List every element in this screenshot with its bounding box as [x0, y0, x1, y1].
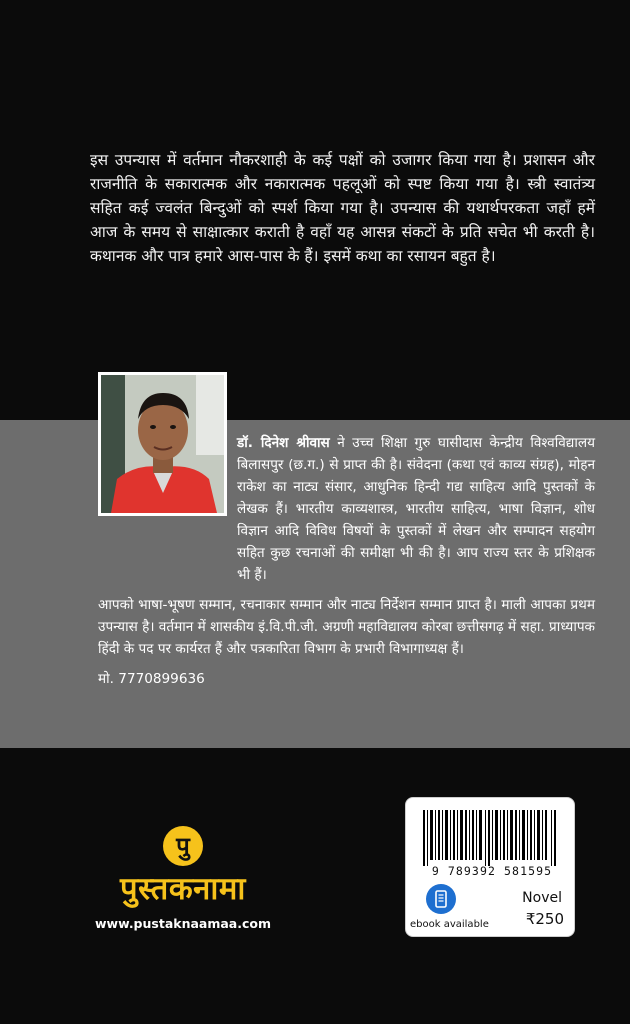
author-bio [98, 432, 595, 690]
genre-label: Novel [522, 890, 562, 906]
publisher-url: www.pustaknaamaa.com [94, 916, 272, 931]
ebook-tablet-icon [426, 884, 456, 914]
author-bio-intro-text: ने उच्च शिक्षा गुरु घासीदास केन्द्रीय विश्वविद्यालय बिलासपुर (छ.ग.) से प्राप्त की है। संवेदना (कथा एवं काव्य संग्रह), मोहन राकेश का नाट्य संसार, आधुनिक हिन्दी गद्य साहित्य आदि पुस्तकों के लेखक हैं। भारतीय काव्यशास्त्र, भारतीय साहित्य, भाषा विज्ञान, शोध विज्ञान आदि विविध विषयों के पुस्तकों में लेखन और सम्पादन सहयोग सहित कुछ रचनाओं की समीक्षा भी की है। आप राज्य स्तर के प्रशिक्षक भी हैं। [237, 435, 595, 583]
author-name: डॉ. दिनेश श्रीवास [237, 435, 330, 451]
book-blurb [90, 148, 595, 268]
author-bio-awards: आपको भाषा-भूषण सम्मान, रचनाकार सम्मान और नाट्य निर्देशन सम्मान प्राप्त है। माली आपका प्रथम उपन्यास है। वर्तमान में शासकीय इं.वि.पी.जी. अग्रणी महाविद्यालय कोरबा छत्तीसगढ़ में सहा. प्राध्यापक हिंदी के पद पर कार्यरत हैं और पत्रकारिता विभाग के प्रभारी विभागाध्यक्ष हैं। [98, 597, 595, 657]
paragraph-spacer [98, 586, 595, 594]
publisher-logo-icon: पु [163, 826, 203, 866]
publisher-name: पुस्तकनामा [120, 871, 246, 907]
publisher-logo [88, 826, 278, 936]
author-bio-intro [98, 432, 595, 586]
blurb-text: इस उपन्यास में वर्तमान नौकरशाही के कई पक्षों को उजागर किया गया है। प्रशासन और राजनीति के सकारात्मक और नकारात्मक पहलूओं को स्पष्ट किया गया है। स्त्री स्वातंत्र्य सहित कई ज्वलंत बिन्दुओं को स्पर्श किया गया है। उपन्यास की यथार्थपरकता जहाँ हमें आज के समय से साक्षात्कार कराती है वहाँ यह आसन्न संकटों के प्रति सचेत भी करती है। कथानक और पात्र हमारे आस-पास के हैं। इसमें कथा का रसायन बहुत है। [90, 151, 595, 265]
barcode-panel [405, 797, 575, 937]
author-phone: मो. 7770899636 [98, 671, 205, 687]
isbn-number: 9 789392 581595 [431, 864, 553, 878]
ebook-available-label: ebook available [410, 919, 489, 930]
isbn-barcode [421, 810, 561, 866]
price-label: ₹250 [525, 910, 564, 928]
